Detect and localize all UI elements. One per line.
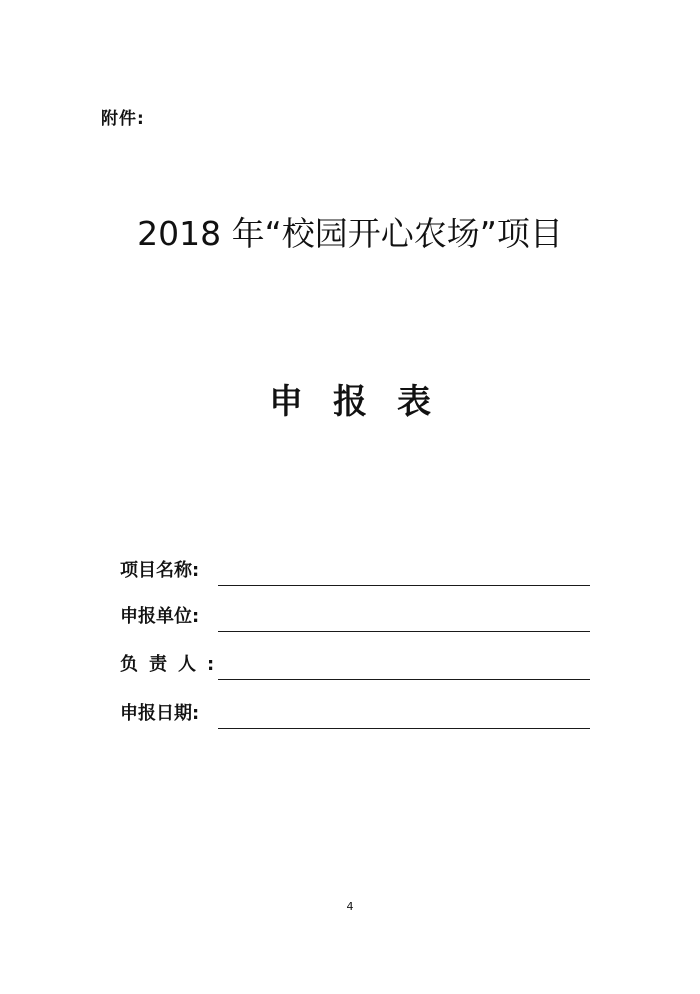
- document-subtitle: 申报表: [269, 382, 461, 422]
- attachment-label: 附件:: [101, 109, 145, 129]
- application-date-blank-line: [218, 728, 590, 729]
- project-name-field: [120, 554, 590, 586]
- person-in-charge-field: [120, 648, 590, 680]
- person-in-charge-label: 负责人:: [120, 654, 226, 675]
- project-name-label: 项目名称:: [120, 560, 200, 581]
- person-in-charge-blank-line: [218, 679, 590, 680]
- project-name-blank-line: [218, 585, 590, 586]
- page-number: 4: [346, 900, 354, 913]
- applicant-unit-blank-line: [218, 631, 590, 632]
- document-title: 2018 年“校园开心农场”项目: [137, 214, 563, 253]
- applicant-unit-field: [120, 600, 590, 632]
- application-date-field: [120, 697, 590, 729]
- application-date-label: 申报日期:: [120, 703, 200, 724]
- applicant-unit-label: 申报单位:: [120, 606, 200, 627]
